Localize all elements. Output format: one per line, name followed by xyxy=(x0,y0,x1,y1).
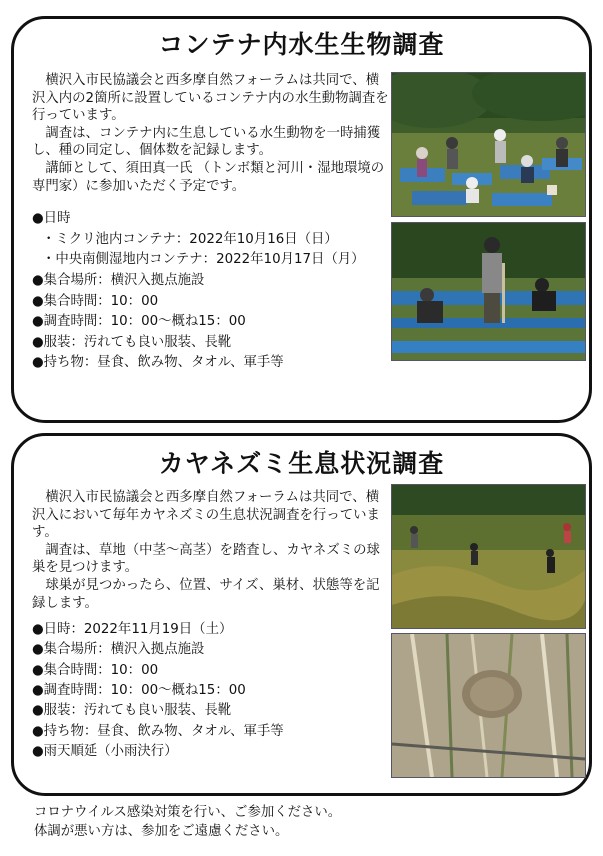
detail-rain-policy: ●雨天順延（小雨決行） xyxy=(32,743,178,759)
detail-meeting-place: ●集合場所：横沢入拠点施設 xyxy=(32,642,205,658)
detail-date-1: ・ミクリ池内コンテナ：2022年10月16日（日） xyxy=(42,231,338,247)
event-details xyxy=(32,620,392,762)
instructor-paragraph: 講師として、須田真一氏 （トンボ類と河川・湿地環境の専門家）に参加いただく予定です。 xyxy=(32,160,385,194)
photo-container-survey-closeup xyxy=(391,222,586,361)
section-title: カヤネズミ生息状況調査 xyxy=(158,449,445,478)
section-aquatic-survey xyxy=(11,16,592,423)
method-paragraph: 調査は、コンテナ内に生息している水生動物を一時捕獲し、種の同定し、個体数を記録します。 xyxy=(32,125,381,159)
photo-harvest-mouse-nest xyxy=(391,633,586,778)
photo-grassland-survey xyxy=(391,484,586,629)
detail-clothing: ●服装：汚れても良い服装、長靴 xyxy=(32,334,232,350)
detail-belongings: ●持ち物：昼食、飲み物、タオル、軍手等 xyxy=(32,355,284,371)
section-harvest-mouse-survey xyxy=(11,433,592,796)
detail-survey-time: ●調査時間：10：00～概ね15：00 xyxy=(32,314,246,330)
photo-container-survey-group xyxy=(391,72,586,217)
recording-paragraph: 球巣が見つかったら、位置、サイズ、巣材、状態等を記録します。 xyxy=(32,577,380,611)
detail-meeting-place: ●集合場所：横沢入拠点施設 xyxy=(32,272,205,288)
detail-date-2: ・中央南側湿地内コンテナ：2022年10月17日（月） xyxy=(42,252,365,268)
detail-date: ●日時：2022年11月19日（土） xyxy=(32,622,233,638)
detail-date-heading: ●日時 xyxy=(32,211,71,227)
event-details xyxy=(32,209,392,374)
detail-meeting-time: ●集合時間：10：00 xyxy=(32,293,159,309)
footer-health-note: 体調が悪い方は、参加をご遠慮ください。 xyxy=(34,823,289,839)
section-body xyxy=(32,72,392,374)
detail-survey-time: ●調査時間：10：00～概ね15：00 xyxy=(32,683,246,699)
footer-notes xyxy=(34,804,341,841)
detail-clothing: ●服装：汚れても良い服装、長靴 xyxy=(32,703,232,719)
detail-belongings: ●持ち物：昼食、飲み物、タオル、軍手等 xyxy=(32,723,284,739)
detail-meeting-time: ●集合時間：10：00 xyxy=(32,662,159,678)
section-body xyxy=(32,489,392,762)
intro-paragraph: 横沢入市民協議会と西多摩自然フォーラムは共同で、横沢入において毎年カヤネズミの生息状況調査を行っています。 xyxy=(32,490,380,541)
intro-paragraph: 横沢入市民協議会と西多摩自然フォーラムは共同で、横沢入内の2箇所に設置しているコンテナ内の水生動物調査を行っています。 xyxy=(32,73,389,124)
footer-covid-note: コロナウイルス感染対策を行い、ご参加ください。 xyxy=(34,805,342,820)
method-paragraph: 調査は、草地（中茎～高茎）を踏査し、カヤネズミの球巣を見つけます。 xyxy=(32,542,380,576)
section-title: コンテナ内水生生物調査 xyxy=(158,30,445,59)
